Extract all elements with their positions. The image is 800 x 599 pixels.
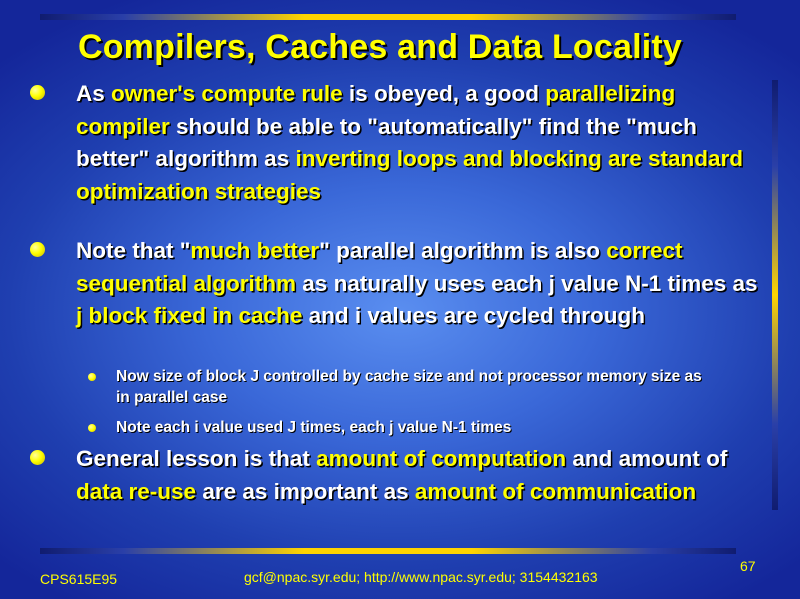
bullet-text xyxy=(76,235,766,333)
highlighted-text: inverting loops and blocking are standard optimization strategies xyxy=(76,146,744,204)
highlighted-text: data re-use xyxy=(76,478,197,504)
highlighted-text: owner's compute rule xyxy=(111,81,343,106)
text-segment: as naturally uses each j value N-1 times as xyxy=(296,270,758,296)
bullet-text xyxy=(76,443,766,508)
subbullet-text: Now size of block J controlled by cache size and not processor memory size as in parallel case xyxy=(116,368,702,406)
text-segment: " parallel algorithm is also xyxy=(319,238,607,263)
highlighted-text: much better xyxy=(190,238,320,263)
right-decorative-bar xyxy=(772,80,778,510)
slide-title: Compilers, Caches and Data Locality xyxy=(77,28,683,66)
subbullet-dot-icon xyxy=(88,424,96,432)
text-segment: Note that " xyxy=(76,238,191,263)
subbullet-text: Note each i value used J times, each j value N-1 times xyxy=(116,419,512,436)
subbullet-dot-icon xyxy=(88,373,96,381)
text-segment: is obeyed, a good xyxy=(342,81,546,106)
bullet-dot-icon xyxy=(30,242,45,257)
highlighted-text: correct sequential algorithm xyxy=(76,238,683,296)
text-segment: are as important as xyxy=(196,478,415,504)
bottom-decorative-bar xyxy=(40,548,736,554)
text-segment: As xyxy=(76,81,112,106)
bullet-dot-icon xyxy=(30,450,45,465)
text-segment: General lesson is that xyxy=(76,446,317,471)
text-segment: should be able to "automatically" find the "much better" algorithm as xyxy=(76,113,697,171)
highlighted-text: amount of computation xyxy=(316,446,567,471)
footer-contact: gcf@npac.syr.edu; http://www.npac.syr.edu; 3154432163 xyxy=(244,569,598,585)
highlighted-text: parallelizing compiler xyxy=(76,81,676,139)
text-segment: and i values are cycled through xyxy=(302,303,645,328)
page-number: 67 xyxy=(740,558,756,574)
text-segment: and amount of xyxy=(566,446,728,471)
highlighted-text: amount of communication xyxy=(414,478,697,504)
top-decorative-bar xyxy=(40,14,736,20)
highlighted-text: j block fixed in cache xyxy=(76,303,303,328)
footer-course-id: CPS615E95 xyxy=(40,571,118,587)
bullet-text xyxy=(76,78,766,208)
bullet-dot-icon xyxy=(30,85,45,100)
